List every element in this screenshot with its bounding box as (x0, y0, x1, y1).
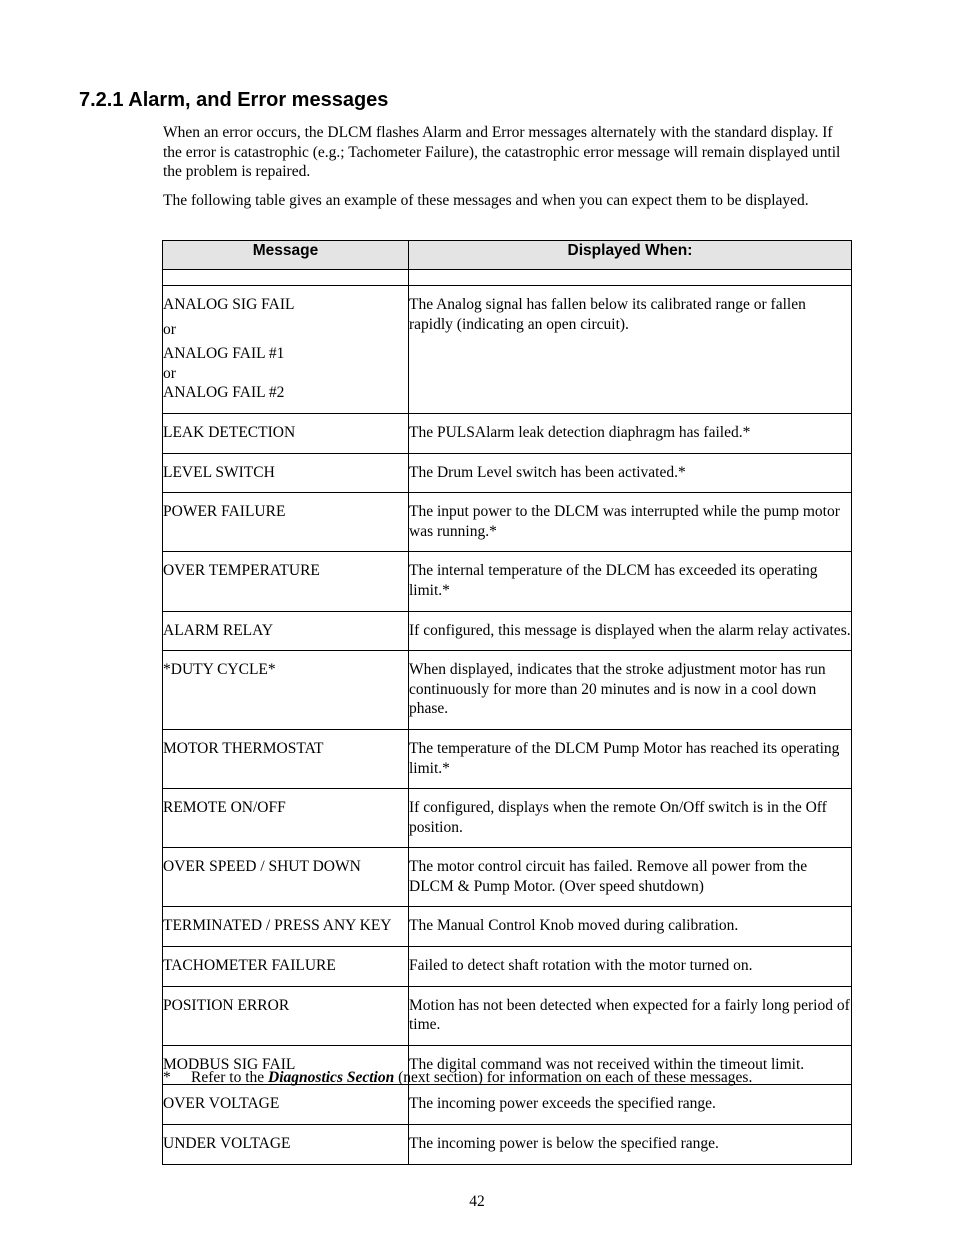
analog-message-line: ANALOG FAIL #2 (163, 384, 285, 402)
message-text: POWER FAILURE (163, 503, 286, 521)
description-text: The Analog signal has fallen below its calibrated range or fallen rapidly (indicating an open circuit). (409, 296, 806, 333)
description-cell (409, 493, 852, 552)
description-cell (409, 789, 852, 848)
intro-paragraph: When an error occurs, the DLCM flashes Alarm and Error messages alternately with the standard display. If the error is catastrophic (e.g.; Tachometer Failure), the catastrophic error message will remain displayed until the problem is repaired. (163, 124, 841, 181)
table-row (163, 552, 852, 611)
messages-table (162, 240, 852, 1165)
table-row (163, 493, 852, 552)
message-text: LEAK DETECTION (163, 423, 296, 441)
message-cell (163, 611, 409, 651)
message-text: TERMINATED / PRESS ANY KEY (163, 917, 392, 935)
description-text: The input power to the DLCM was interrupted while the pump motor was running.* (409, 503, 840, 540)
message-text: TACHOMETER FAILURE (163, 957, 336, 975)
description-text: The incoming power exceeds the specified range. (409, 1095, 716, 1113)
table-row (163, 848, 852, 907)
message-cell (163, 1125, 409, 1165)
table-row (163, 789, 852, 848)
footnote-marker: * (163, 1069, 171, 1086)
footnote-suffix: (next section) for information on each of these messages. (394, 1069, 753, 1086)
table-row (163, 413, 852, 453)
description-cell (409, 453, 852, 493)
message-cell (163, 1085, 409, 1125)
page-title: 7.2.1 Alarm, and Error messages (79, 89, 389, 111)
description-cell (409, 986, 852, 1045)
description-text: The Drum Level switch has been activated.* (409, 463, 686, 481)
analog-message-line: or (163, 364, 176, 382)
message-cell (163, 453, 409, 493)
table-header-row (163, 241, 852, 270)
header-message: Message (163, 241, 409, 270)
message-text: ALARM RELAY (163, 621, 274, 639)
table-intro-paragraph: The following table gives an example of these messages and when you can expect them to be displayed. (163, 192, 809, 209)
message-text: POSITION ERROR (163, 996, 290, 1014)
message-text: OVER VOLTAGE (163, 1095, 280, 1113)
description-text: The internal temperature of the DLCM has exceeded its operating limit.* (409, 562, 818, 599)
message-text: *DUTY CYCLE* (163, 661, 276, 679)
analog-message-line: ANALOG SIG FAIL (163, 296, 295, 313)
description-text: The motor control circuit has failed. Remove all power from the DLCM & Pump Motor. (Over speed shutdown) (409, 858, 808, 895)
footnote-prefix: Refer to the (191, 1069, 269, 1086)
description-text: If configured, this message is displayed when the alarm relay activates. (409, 621, 851, 639)
table-row (163, 986, 852, 1045)
description-cell (409, 907, 852, 947)
header-displayed-when: Displayed When: (409, 241, 852, 270)
table-row (163, 1125, 852, 1165)
message-text: OVER TEMPERATURE (163, 562, 320, 580)
description-text: Failed to detect shaft rotation with the motor turned on. (409, 957, 753, 975)
message-cell (163, 286, 409, 414)
message-text: LEVEL SWITCH (163, 463, 275, 481)
analog-message-line: or (163, 320, 176, 338)
footnote (163, 1068, 853, 1088)
table-row (163, 907, 852, 947)
description-cell (409, 848, 852, 907)
description-text: If configured, displays when the remote On/Off switch is in the Off position. (409, 799, 827, 836)
message-text: OVER SPEED / SHUT DOWN (163, 858, 361, 876)
table-row (163, 651, 852, 730)
message-cell (163, 651, 409, 730)
description-cell (409, 413, 852, 453)
diagnostics-section-reference: Diagnostics Section (268, 1069, 395, 1086)
message-cell (163, 789, 409, 848)
description-text: Motion has not been detected when expected for a fairly long period of time. (409, 996, 850, 1034)
table-row (163, 453, 852, 493)
description-cell (409, 947, 852, 987)
message-text: REMOTE ON/OFF (163, 799, 286, 817)
table-row (163, 286, 852, 414)
message-text: MODBUS SIG FAIL (163, 1055, 296, 1073)
message-cell (163, 986, 409, 1045)
message-text: MOTOR THERMOSTAT (163, 739, 324, 757)
description-cell (409, 552, 852, 611)
table-row (163, 729, 852, 788)
description-text: The Manual Control Knob moved during calibration. (409, 917, 739, 935)
message-cell (163, 729, 409, 788)
description-cell (409, 1125, 852, 1165)
description-cell (409, 611, 852, 651)
description-cell (409, 651, 852, 730)
description-text: When displayed, indicates that the stroke adjustment motor has run continuously for more than 20 minutes and is now in a cool down phase. (409, 661, 826, 718)
message-cell (163, 947, 409, 987)
description-text: The digital command was not received within the timeout limit. (409, 1055, 805, 1073)
description-cell (409, 729, 852, 788)
analog-message-line: ANALOG FAIL #1 (163, 345, 285, 363)
message-cell (163, 907, 409, 947)
description-text: The PULSAlarm leak detection diaphragm has failed.* (409, 423, 751, 441)
message-cell (163, 552, 409, 611)
table-spacer-row (163, 270, 852, 286)
description-cell (409, 286, 852, 414)
page-number: 42 (469, 1193, 485, 1210)
table-row (163, 947, 852, 987)
message-cell (163, 413, 409, 453)
description-cell (409, 1085, 852, 1125)
message-cell (163, 848, 409, 907)
table-row (163, 1085, 852, 1125)
message-text: UNDER VOLTAGE (163, 1135, 291, 1153)
description-text: The temperature of the DLCM Pump Motor has reached its operating limit.* (409, 739, 840, 777)
description-text: The incoming power is below the specified range. (409, 1135, 719, 1153)
message-cell (163, 493, 409, 552)
table-row (163, 611, 852, 651)
